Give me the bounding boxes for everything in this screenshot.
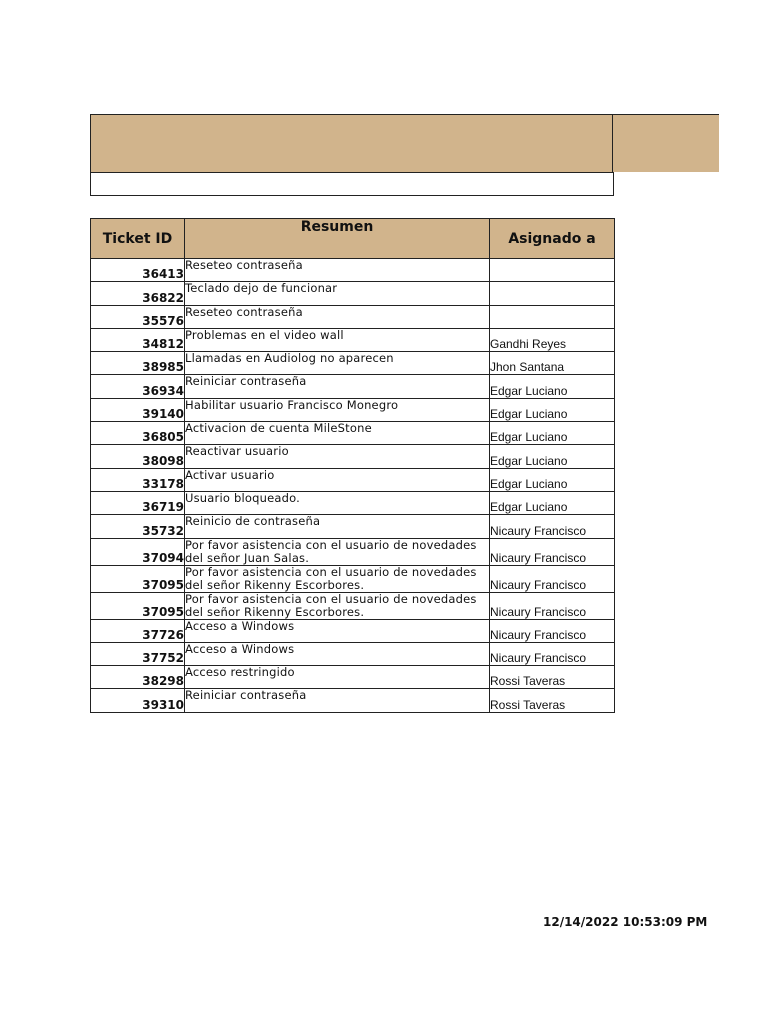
ticket-id-cell: 37726 xyxy=(91,619,185,642)
ticket-id-cell: 37095 xyxy=(91,592,185,619)
asignado-cell xyxy=(490,305,615,328)
report-header-band xyxy=(90,114,719,172)
asignado-cell: Rossi Taveras xyxy=(490,689,615,712)
header-ticket-id: Ticket ID xyxy=(91,219,185,259)
ticket-id-cell: 38985 xyxy=(91,352,185,375)
resumen-cell xyxy=(185,328,490,351)
resumen-text: Teclado dejo de funcionar xyxy=(185,281,338,296)
table-row xyxy=(91,282,615,305)
table-row xyxy=(91,398,615,421)
ticket-id-cell: 37752 xyxy=(91,642,185,665)
resumen-cell xyxy=(185,352,490,375)
table-row xyxy=(91,468,615,491)
resumen-text: Reactivar usuario xyxy=(185,444,289,459)
asignado-cell: Edgar Luciano xyxy=(490,398,615,421)
asignado-cell: Edgar Luciano xyxy=(490,468,615,491)
resumen-text: Problemas en el video wall xyxy=(185,328,344,342)
header-resumen: Resumen xyxy=(185,219,490,259)
ticket-id-cell: 38098 xyxy=(91,445,185,468)
asignado-cell xyxy=(490,259,615,282)
resumen-cell xyxy=(185,515,490,538)
table-row xyxy=(91,689,615,712)
asignado-cell: Gandhi Reyes xyxy=(490,328,615,351)
ticket-id-cell: 38298 xyxy=(91,666,185,689)
table-row xyxy=(91,565,615,592)
table-row xyxy=(91,515,615,538)
table-row xyxy=(91,592,615,619)
resumen-cell xyxy=(185,398,490,421)
resumen-text: Acceso a Windows xyxy=(185,619,295,633)
ticket-id-cell: 36805 xyxy=(91,422,185,445)
ticket-id-cell: 36822 xyxy=(91,282,185,305)
ticket-id-cell: 39310 xyxy=(91,689,185,712)
resumen-cell xyxy=(185,642,490,665)
ticket-id-cell: 36934 xyxy=(91,375,185,398)
resumen-text: Acceso a Windows xyxy=(185,642,295,656)
asignado-cell: Jhon Santana xyxy=(490,352,615,375)
resumen-text: Reseteo contraseña xyxy=(185,258,303,272)
resumen-cell xyxy=(185,565,490,592)
asignado-cell: Edgar Luciano xyxy=(490,491,615,514)
asignado-cell xyxy=(490,282,615,305)
resumen-text: Reinicio de contraseña xyxy=(185,514,321,529)
resumen-text: Habilitar usuario Francisco Monegro xyxy=(185,398,399,412)
asignado-cell: Edgar Luciano xyxy=(490,375,615,398)
resumen-text: Por favor asistencia con el usuario de novedades del señor Rikenny Escorbores. xyxy=(185,592,477,619)
resumen-text: Activacion de cuenta MileStone xyxy=(185,421,372,436)
report-subheader-row xyxy=(90,172,614,196)
ticket-id-cell: 33178 xyxy=(91,468,185,491)
resumen-cell xyxy=(185,666,490,689)
table-row xyxy=(91,491,615,514)
resumen-cell xyxy=(185,491,490,514)
ticket-id-cell: 36719 xyxy=(91,491,185,514)
resumen-cell xyxy=(185,619,490,642)
table-row xyxy=(91,422,615,445)
table-row xyxy=(91,538,615,565)
asignado-cell: Edgar Luciano xyxy=(490,422,615,445)
report-timestamp: 12/14/2022 10:53:09 PM xyxy=(543,915,708,929)
header-asignado: Asignado a xyxy=(490,219,615,259)
resumen-text: Por favor asistencia con el usuario de novedades del señor Rikenny Escorbores. xyxy=(185,565,477,592)
asignado-cell: Edgar Luciano xyxy=(490,445,615,468)
resumen-text: Reseteo contraseña xyxy=(185,305,303,319)
table-row xyxy=(91,619,615,642)
ticket-id-cell: 37094 xyxy=(91,538,185,565)
ticket-id-cell: 35576 xyxy=(91,305,185,328)
resumen-text: Por favor asistencia con el usuario de novedades del señor Juan Salas. xyxy=(185,538,477,565)
table-row xyxy=(91,259,615,282)
resumen-cell xyxy=(185,305,490,328)
table-row xyxy=(91,642,615,665)
ticket-id-cell: 36413 xyxy=(91,259,185,282)
asignado-cell: Nicaury Francisco xyxy=(490,538,615,565)
resumen-cell xyxy=(185,468,490,491)
resumen-text: Reiniciar contraseña xyxy=(185,374,307,389)
tickets-table xyxy=(90,218,615,713)
resumen-cell xyxy=(185,445,490,468)
table-header-row xyxy=(91,219,615,259)
asignado-cell: Nicaury Francisco xyxy=(490,592,615,619)
resumen-text: Acceso restringido xyxy=(185,665,295,680)
table-row xyxy=(91,352,615,375)
ticket-id-cell: 39140 xyxy=(91,398,185,421)
asignado-cell: Nicaury Francisco xyxy=(490,515,615,538)
resumen-cell xyxy=(185,375,490,398)
asignado-cell: Rossi Taveras xyxy=(490,666,615,689)
asignado-cell: Nicaury Francisco xyxy=(490,565,615,592)
table-body xyxy=(91,259,615,713)
ticket-id-cell: 35732 xyxy=(91,515,185,538)
resumen-cell xyxy=(185,259,490,282)
ticket-id-cell: 37095 xyxy=(91,565,185,592)
resumen-cell xyxy=(185,538,490,565)
resumen-text: Reiniciar contraseña xyxy=(185,688,307,703)
resumen-text: Llamadas en Audiolog no aparecen xyxy=(185,351,394,366)
table-row xyxy=(91,375,615,398)
table-row xyxy=(91,445,615,468)
resumen-text: Usuario bloqueado. xyxy=(185,491,300,505)
asignado-cell: Nicaury Francisco xyxy=(490,619,615,642)
resumen-text: Activar usuario xyxy=(185,468,275,482)
table-row xyxy=(91,328,615,351)
ticket-id-cell: 34812 xyxy=(91,328,185,351)
table-row xyxy=(91,666,615,689)
resumen-cell xyxy=(185,689,490,712)
table-row xyxy=(91,305,615,328)
resumen-cell xyxy=(185,592,490,619)
asignado-cell: Nicaury Francisco xyxy=(490,642,615,665)
resumen-cell xyxy=(185,422,490,445)
resumen-cell xyxy=(185,282,490,305)
